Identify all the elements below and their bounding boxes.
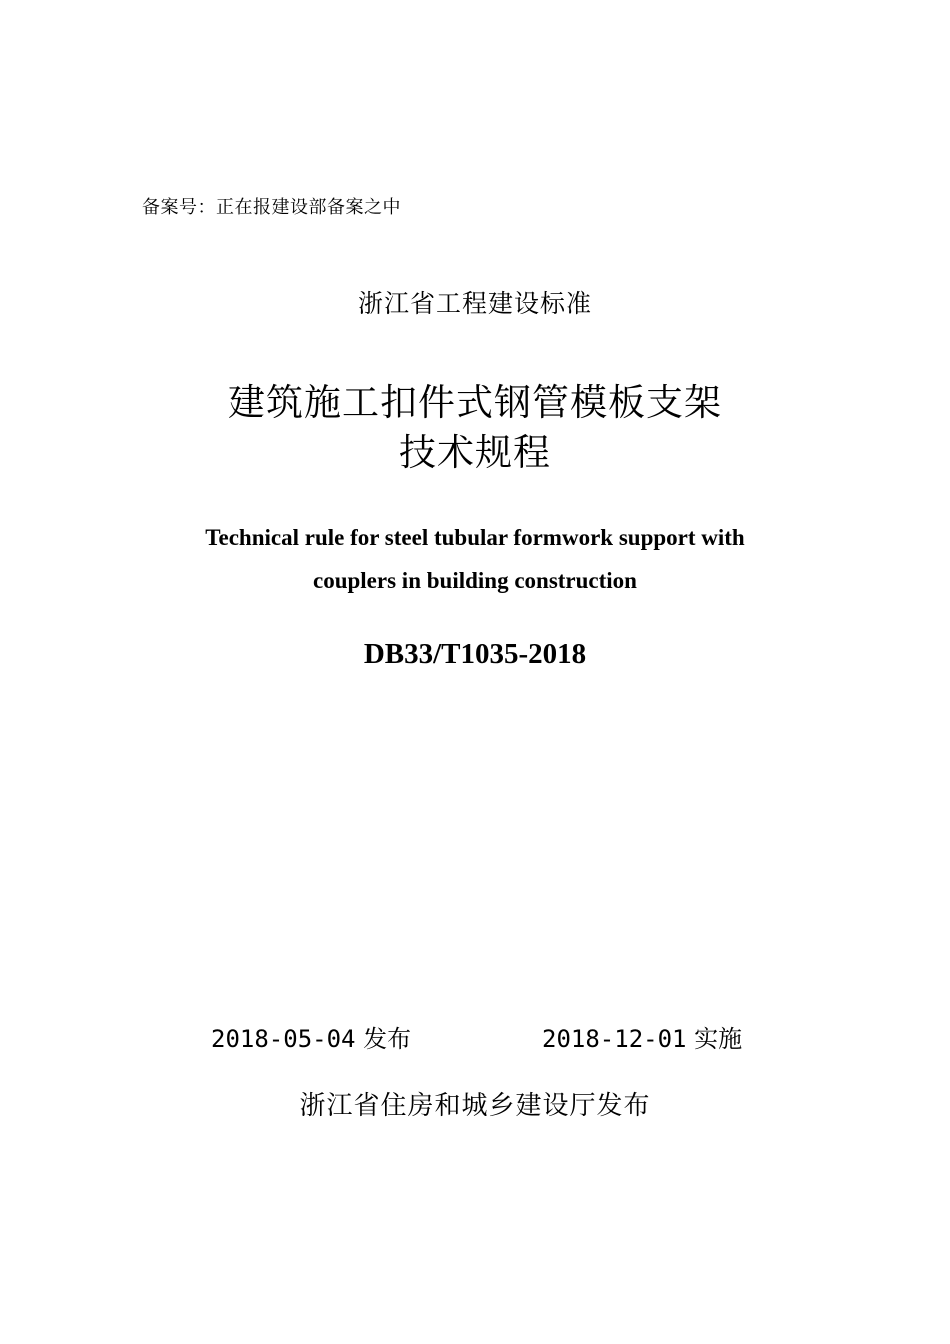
issuer: 浙江省住房和城乡建设厅发布	[299, 1091, 651, 1121]
implement-date-label: 实施	[694, 1025, 743, 1053]
title-zh-line1: 建筑施工扣件式钢管模板支架	[228, 381, 722, 424]
publish-date-label: 发布	[363, 1025, 412, 1053]
title-en	[0, 516, 950, 602]
filing-number: 备案号：正在报建设部备案之中	[142, 197, 401, 218]
title-en-line2: couplers in building construction	[313, 568, 637, 593]
implement-date	[542, 1019, 742, 1054]
publish-date-value: 2018-05-04	[211, 1025, 356, 1053]
title-zh-line2: 技术规程	[399, 431, 551, 474]
standard-category: 浙江省工程建设标准	[357, 289, 592, 318]
implement-date-value: 2018-12-01	[542, 1025, 687, 1053]
title-zh	[0, 378, 950, 478]
title-en-line1: Technical rule for steel tubular formwork support with	[205, 525, 745, 550]
publish-date	[211, 1019, 411, 1054]
standard-code: DB33/T1035-2018	[363, 638, 587, 670]
